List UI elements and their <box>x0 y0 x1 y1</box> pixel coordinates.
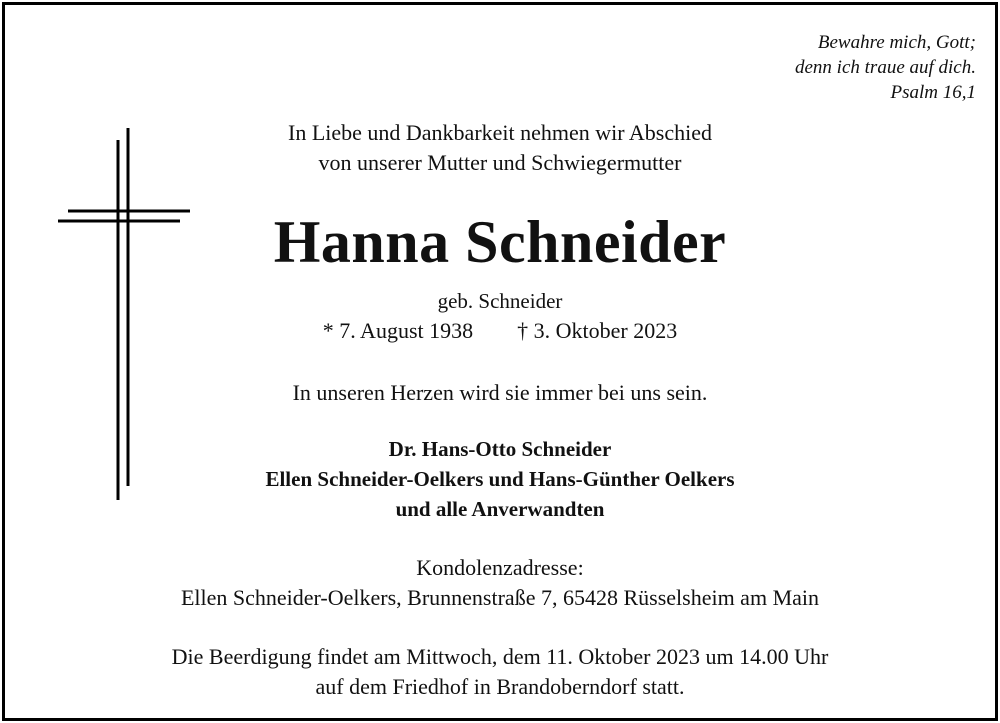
mourners-list <box>0 434 1000 524</box>
birth-date: * 7. August 1938 <box>322 318 474 343</box>
funeral-info <box>0 642 1000 702</box>
intro-line-2: von unserer Mutter und Schwiegermutter <box>318 150 682 175</box>
funeral-line-2: auf dem Friedhof in Brandoberndorf statt. <box>315 674 685 699</box>
intro-line-1: In Liebe und Dankbarkeit nehmen wir Abschied <box>288 120 712 145</box>
mourner-line: Dr. Hans-Otto Schneider <box>388 437 612 461</box>
death-date: † 3. Oktober 2023 <box>517 318 678 343</box>
funeral-line-1: Die Beerdigung findet am Mittwoch, dem 11. Oktober 2023 um 14.00 Uhr <box>171 644 829 669</box>
memorial-motto: In unseren Herzen wird sie immer bei uns sein. <box>292 380 708 405</box>
psalm-quote <box>795 30 976 105</box>
condolence-address-line: Ellen Schneider-Oelkers, Brunnenstraße 7, 65428 Rüsselsheim am Main <box>180 585 820 610</box>
intro-text <box>0 118 1000 178</box>
deceased-name: Hanna Schneider <box>273 209 727 275</box>
mourner-line: Ellen Schneider-Oelkers und Hans-Günther Oelkers <box>265 467 735 491</box>
condolence-label: Kondolenzadresse: <box>416 555 584 580</box>
psalm-line-2: denn ich traue auf dich. <box>795 57 976 78</box>
mourner-line: und alle Anverwandten <box>395 497 605 521</box>
maiden-name: geb. Schneider <box>437 289 563 313</box>
psalm-reference: Psalm 16,1 <box>890 82 976 103</box>
condolence-address <box>0 553 1000 613</box>
psalm-line-1: Bewahre mich, Gott; <box>817 32 976 53</box>
life-dates <box>0 316 1000 346</box>
